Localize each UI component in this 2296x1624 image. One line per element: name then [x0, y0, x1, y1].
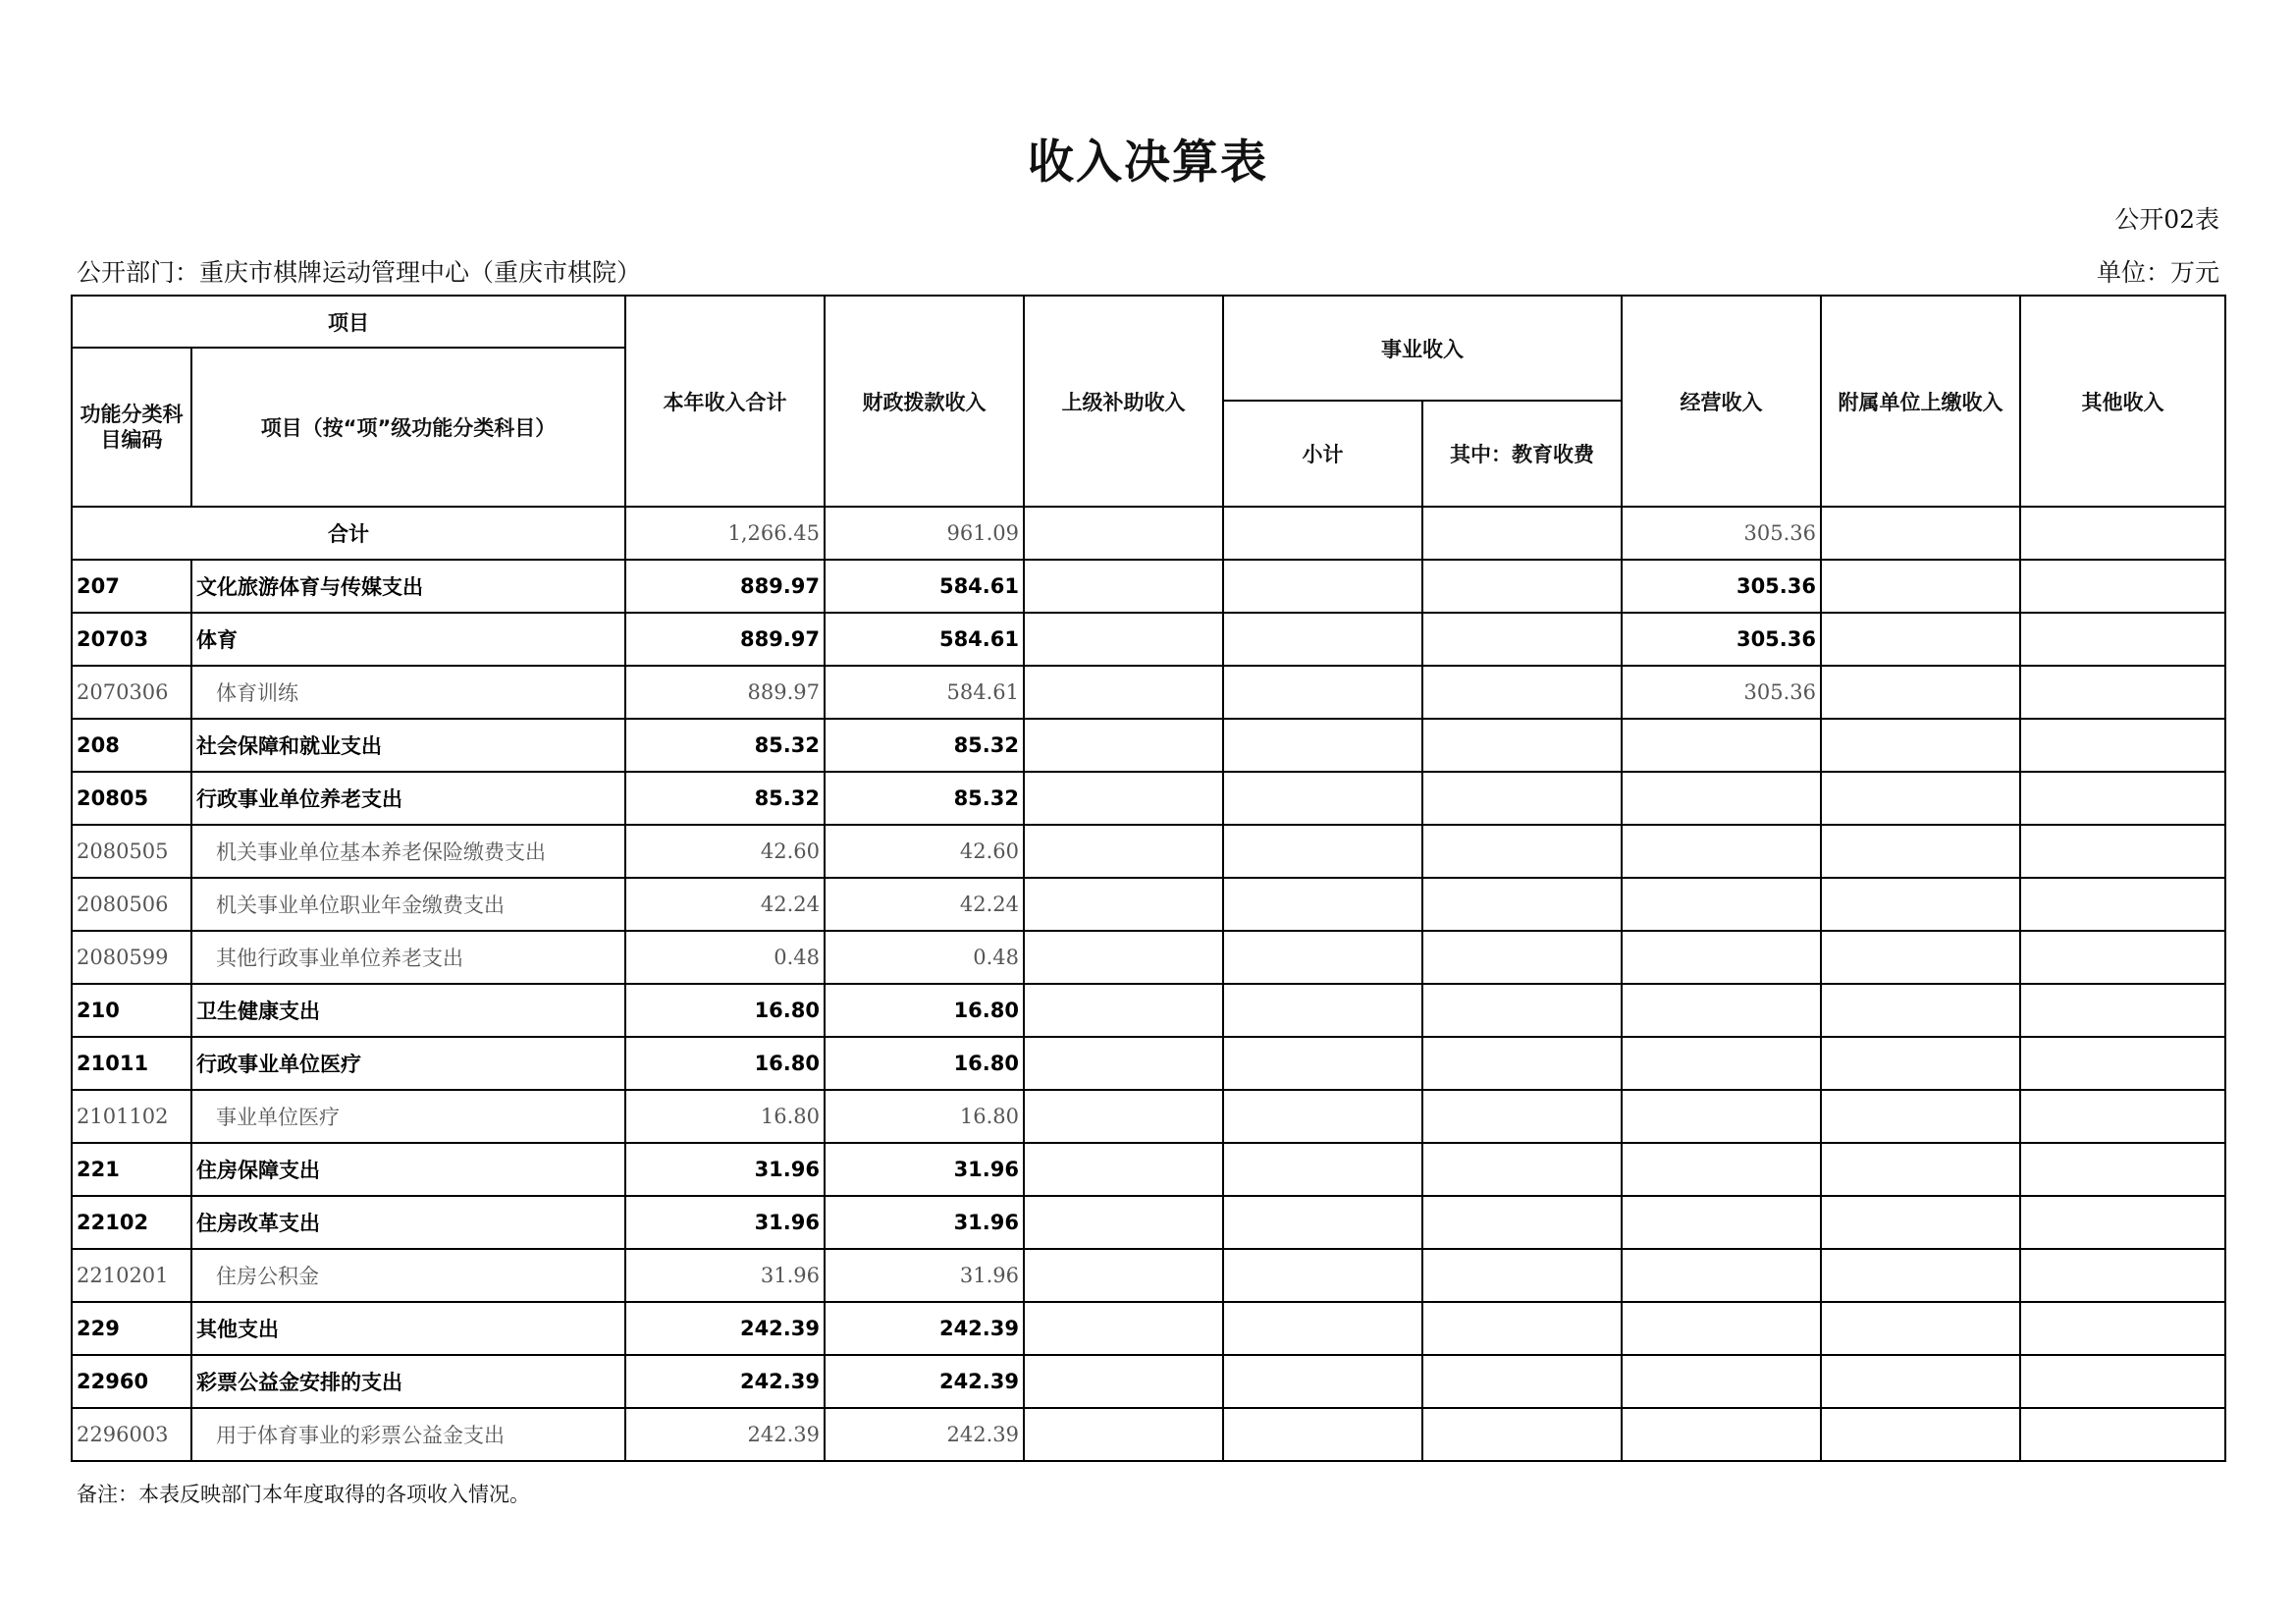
row-code: 21011 [72, 1037, 191, 1090]
row-name: 社会保障和就业支出 [191, 719, 625, 772]
row-fiscal: 584.61 [825, 666, 1024, 719]
header-project-name: 项目（按“项”级功能分类科目） [191, 348, 625, 507]
row-fiscal: 584.61 [825, 560, 1024, 613]
row-subtotal [1223, 1355, 1422, 1408]
row-name: 住房公积金 [191, 1249, 625, 1302]
row-name: 住房保障支出 [191, 1143, 625, 1196]
total-affiliated-income [1821, 507, 2020, 560]
row-code: 20703 [72, 613, 191, 666]
row-education-fee [1422, 666, 1622, 719]
row-education-fee [1422, 984, 1622, 1037]
row-name: 体育 [191, 613, 625, 666]
row-superior-subsidy [1024, 560, 1223, 613]
row-other-income [2020, 666, 2225, 719]
row-code: 2080506 [72, 878, 191, 931]
row-superior-subsidy [1024, 984, 1223, 1037]
row-fiscal: 42.60 [825, 825, 1024, 878]
row-operating-income [1622, 1037, 1821, 1090]
row-subtotal [1223, 1037, 1422, 1090]
row-education-fee [1422, 719, 1622, 772]
row-fiscal: 584.61 [825, 613, 1024, 666]
table-row [72, 560, 2225, 613]
table-row [72, 1090, 2225, 1143]
row-subtotal [1223, 560, 1422, 613]
row-name: 用于体育事业的彩票公益金支出 [191, 1408, 625, 1461]
row-name: 机关事业单位基本养老保险缴费支出 [191, 825, 625, 878]
header-affiliated-income: 附属单位上缴收入 [1821, 296, 2020, 507]
row-education-fee [1422, 1302, 1622, 1355]
row-total-income: 889.97 [625, 666, 825, 719]
table-row [72, 613, 2225, 666]
row-fiscal: 16.80 [825, 1037, 1024, 1090]
row-other-income [2020, 931, 2225, 984]
total-operating-income: 305.36 [1622, 507, 1821, 560]
row-affiliated-income [1821, 719, 2020, 772]
row-superior-subsidy [1024, 719, 1223, 772]
row-superior-subsidy [1024, 1037, 1223, 1090]
total-label: 合计 [72, 507, 625, 560]
header-project-group: 项目 [72, 296, 625, 348]
total-fiscal: 961.09 [825, 507, 1024, 560]
row-total-income: 242.39 [625, 1408, 825, 1461]
row-superior-subsidy [1024, 878, 1223, 931]
row-fiscal: 242.39 [825, 1408, 1024, 1461]
row-name: 行政事业单位医疗 [191, 1037, 625, 1090]
row-subtotal [1223, 825, 1422, 878]
header-business-income: 事业收入 [1223, 296, 1622, 401]
row-superior-subsidy [1024, 825, 1223, 878]
row-name: 其他行政事业单位养老支出 [191, 931, 625, 984]
row-subtotal [1223, 1090, 1422, 1143]
row-code: 210 [72, 984, 191, 1037]
table-row [72, 984, 2225, 1037]
row-fiscal: 0.48 [825, 931, 1024, 984]
header-education-fee: 其中：教育收费 [1422, 401, 1622, 507]
row-affiliated-income [1821, 1249, 2020, 1302]
income-table [71, 295, 2226, 1462]
row-subtotal [1223, 1408, 1422, 1461]
row-name: 其他支出 [191, 1302, 625, 1355]
table-row [72, 878, 2225, 931]
row-education-fee [1422, 1143, 1622, 1196]
row-affiliated-income [1821, 1196, 2020, 1249]
total-other-income [2020, 507, 2225, 560]
row-fiscal: 31.96 [825, 1249, 1024, 1302]
row-education-fee [1422, 1090, 1622, 1143]
table-row [72, 931, 2225, 984]
row-affiliated-income [1821, 931, 2020, 984]
table-row [72, 719, 2225, 772]
row-other-income [2020, 1302, 2225, 1355]
row-education-fee [1422, 1037, 1622, 1090]
row-code: 208 [72, 719, 191, 772]
row-other-income [2020, 1408, 2225, 1461]
row-operating-income [1622, 719, 1821, 772]
row-code: 2101102 [72, 1090, 191, 1143]
row-education-fee [1422, 1196, 1622, 1249]
row-fiscal: 42.24 [825, 878, 1024, 931]
row-affiliated-income [1821, 560, 2020, 613]
row-education-fee [1422, 825, 1622, 878]
row-affiliated-income [1821, 1355, 2020, 1408]
row-name: 事业单位医疗 [191, 1090, 625, 1143]
row-total-income: 16.80 [625, 1090, 825, 1143]
row-superior-subsidy [1024, 1355, 1223, 1408]
row-affiliated-income [1821, 613, 2020, 666]
unit-label: 单位：万元 [2096, 258, 2219, 287]
table-row [72, 1302, 2225, 1355]
row-code: 2070306 [72, 666, 191, 719]
row-operating-income [1622, 1143, 1821, 1196]
row-superior-subsidy [1024, 1408, 1223, 1461]
row-subtotal [1223, 878, 1422, 931]
row-code: 207 [72, 560, 191, 613]
row-total-income: 16.80 [625, 1037, 825, 1090]
row-operating-income [1622, 1302, 1821, 1355]
row-subtotal [1223, 984, 1422, 1037]
row-total-income: 0.48 [625, 931, 825, 984]
table-row [72, 1408, 2225, 1461]
table-row [72, 666, 2225, 719]
row-code: 2080599 [72, 931, 191, 984]
total-education-fee [1422, 507, 1622, 560]
row-total-income: 31.96 [625, 1143, 825, 1196]
table-row [72, 1143, 2225, 1196]
row-affiliated-income [1821, 1090, 2020, 1143]
row-subtotal [1223, 1249, 1422, 1302]
row-total-income: 889.97 [625, 560, 825, 613]
row-other-income [2020, 1143, 2225, 1196]
row-education-fee [1422, 1355, 1622, 1408]
row-education-fee [1422, 613, 1622, 666]
row-fiscal: 242.39 [825, 1302, 1024, 1355]
row-operating-income: 305.36 [1622, 560, 1821, 613]
department-label: 公开部门：重庆市棋牌运动管理中心（重庆市棋院） [77, 258, 642, 287]
row-subtotal [1223, 1196, 1422, 1249]
row-name: 机关事业单位职业年金缴费支出 [191, 878, 625, 931]
row-superior-subsidy [1024, 613, 1223, 666]
row-subtotal [1223, 613, 1422, 666]
row-fiscal: 16.80 [825, 984, 1024, 1037]
total-superior-subsidy [1024, 507, 1223, 560]
row-other-income [2020, 984, 2225, 1037]
row-fiscal: 242.39 [825, 1355, 1024, 1408]
table-row [72, 1249, 2225, 1302]
row-total-income: 31.96 [625, 1196, 825, 1249]
header-superior-subsidy: 上级补助收入 [1024, 296, 1223, 507]
row-name: 住房改革支出 [191, 1196, 625, 1249]
row-other-income [2020, 1196, 2225, 1249]
row-education-fee [1422, 1249, 1622, 1302]
row-education-fee [1422, 878, 1622, 931]
row-operating-income [1622, 1090, 1821, 1143]
row-superior-subsidy [1024, 931, 1223, 984]
row-other-income [2020, 719, 2225, 772]
table-row [72, 772, 2225, 825]
row-superior-subsidy [1024, 1302, 1223, 1355]
row-total-income: 16.80 [625, 984, 825, 1037]
row-fiscal: 85.32 [825, 719, 1024, 772]
row-other-income [2020, 613, 2225, 666]
row-operating-income: 305.36 [1622, 666, 1821, 719]
row-other-income [2020, 1355, 2225, 1408]
page-title: 收入决算表 [1028, 135, 1268, 189]
row-operating-income [1622, 931, 1821, 984]
row-operating-income [1622, 772, 1821, 825]
row-operating-income [1622, 1249, 1821, 1302]
row-total-income: 42.24 [625, 878, 825, 931]
table-row [72, 1196, 2225, 1249]
row-code: 2080505 [72, 825, 191, 878]
table-row [72, 825, 2225, 878]
row-other-income [2020, 1037, 2225, 1090]
row-operating-income [1622, 1355, 1821, 1408]
row-subtotal [1223, 772, 1422, 825]
total-subtotal [1223, 507, 1422, 560]
row-total-income: 242.39 [625, 1302, 825, 1355]
total-total-income: 1,266.45 [625, 507, 825, 560]
row-affiliated-income [1821, 1037, 2020, 1090]
row-affiliated-income [1821, 1143, 2020, 1196]
row-superior-subsidy [1024, 1090, 1223, 1143]
header-other-income: 其他收入 [2020, 296, 2225, 507]
row-superior-subsidy [1024, 1196, 1223, 1249]
header-operating-income: 经营收入 [1622, 296, 1821, 507]
row-affiliated-income [1821, 878, 2020, 931]
row-operating-income [1622, 984, 1821, 1037]
row-total-income: 31.96 [625, 1249, 825, 1302]
row-subtotal [1223, 931, 1422, 984]
total-row [72, 507, 2225, 560]
row-operating-income [1622, 878, 1821, 931]
header-fiscal: 财政拨款收入 [825, 296, 1024, 507]
row-total-income: 889.97 [625, 613, 825, 666]
row-code: 22960 [72, 1355, 191, 1408]
row-subtotal [1223, 666, 1422, 719]
row-code: 2210201 [72, 1249, 191, 1302]
row-education-fee [1422, 772, 1622, 825]
row-total-income: 85.32 [625, 719, 825, 772]
row-affiliated-income [1821, 825, 2020, 878]
row-other-income [2020, 825, 2225, 878]
row-name: 文化旅游体育与传媒支出 [191, 560, 625, 613]
row-affiliated-income [1821, 1408, 2020, 1461]
row-name: 卫生健康支出 [191, 984, 625, 1037]
row-operating-income [1622, 825, 1821, 878]
row-affiliated-income [1821, 984, 2020, 1037]
table-row [72, 1037, 2225, 1090]
row-code: 22102 [72, 1196, 191, 1249]
row-other-income [2020, 772, 2225, 825]
row-other-income [2020, 560, 2225, 613]
row-superior-subsidy [1024, 1143, 1223, 1196]
header-code: 功能分类科目编码 [72, 348, 191, 507]
row-subtotal [1223, 719, 1422, 772]
row-name: 行政事业单位养老支出 [191, 772, 625, 825]
footnote: 备注：本表反映部门本年度取得的各项收入情况。 [77, 1483, 530, 1506]
row-fiscal: 16.80 [825, 1090, 1024, 1143]
row-operating-income [1622, 1408, 1821, 1461]
row-subtotal [1223, 1302, 1422, 1355]
row-other-income [2020, 1249, 2225, 1302]
row-operating-income: 305.36 [1622, 613, 1821, 666]
row-affiliated-income [1821, 1302, 2020, 1355]
row-superior-subsidy [1024, 772, 1223, 825]
row-education-fee [1422, 931, 1622, 984]
row-fiscal: 85.32 [825, 772, 1024, 825]
row-other-income [2020, 1090, 2225, 1143]
header-subtotal: 小计 [1223, 401, 1422, 507]
row-education-fee [1422, 560, 1622, 613]
row-total-income: 42.60 [625, 825, 825, 878]
row-superior-subsidy [1024, 1249, 1223, 1302]
row-total-income: 242.39 [625, 1355, 825, 1408]
row-education-fee [1422, 1408, 1622, 1461]
row-code: 221 [72, 1143, 191, 1196]
row-affiliated-income [1821, 772, 2020, 825]
form-number: 公开02表 [2114, 205, 2219, 234]
row-fiscal: 31.96 [825, 1143, 1024, 1196]
row-operating-income [1622, 1196, 1821, 1249]
row-other-income [2020, 878, 2225, 931]
row-affiliated-income [1821, 666, 2020, 719]
row-fiscal: 31.96 [825, 1196, 1024, 1249]
row-superior-subsidy [1024, 666, 1223, 719]
row-code: 229 [72, 1302, 191, 1355]
row-subtotal [1223, 1143, 1422, 1196]
row-name: 彩票公益金安排的支出 [191, 1355, 625, 1408]
row-code: 2296003 [72, 1408, 191, 1461]
row-name: 体育训练 [191, 666, 625, 719]
table-row [72, 1355, 2225, 1408]
header-total-income: 本年收入合计 [625, 296, 825, 507]
row-code: 20805 [72, 772, 191, 825]
row-total-income: 85.32 [625, 772, 825, 825]
